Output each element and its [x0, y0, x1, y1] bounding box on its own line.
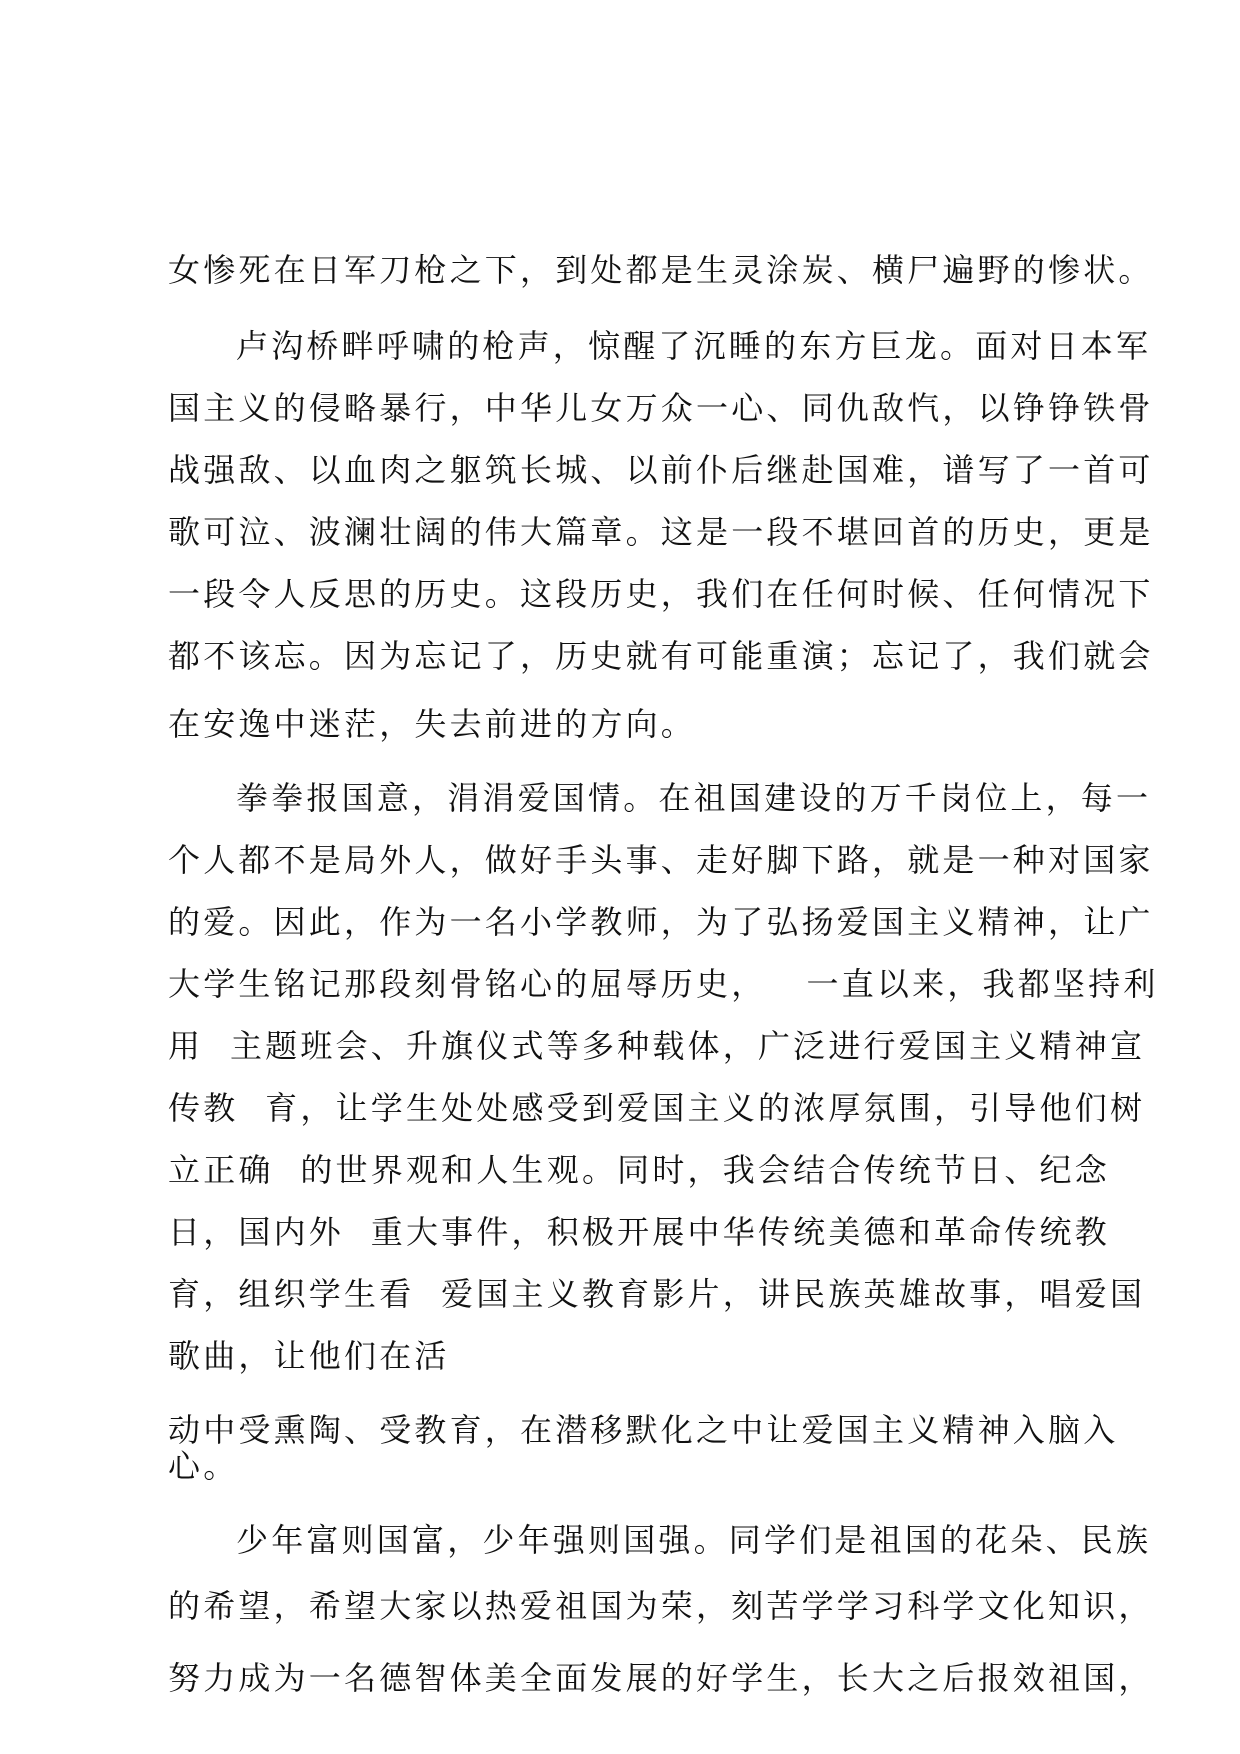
text-line: 在安逸中迷茫，失去前进的方向。	[168, 705, 697, 743]
text-line: 用 主题班会、升旗仪式等多种载体，广泛进行爱国主义精神宣	[168, 1027, 1146, 1065]
text-line: 日，国内外 重大事件，积极开展中华传统美德和革命传统教	[168, 1213, 1110, 1251]
text-line: 歌曲，让他们在活	[168, 1337, 450, 1375]
text-line: 都不该忘。因为忘记了，历史就有可能重演；忘记了，我们就会	[168, 637, 1154, 675]
text-line: 少年富则国富，少年强则国强。同学们是祖国的花朵、民族	[236, 1521, 1152, 1559]
text-line: 努力成为一名德智体美全面发展的好学生，长大之后报效祖国，	[168, 1659, 1154, 1697]
text-line: 心。	[168, 1447, 239, 1485]
text-line: 战强敌、以血肉之躯筑长城、以前仆后继赴国难，谱写了一首可	[168, 451, 1154, 489]
text-line: 拳拳报国意，涓涓爱国情。在祖国建设的万千岗位上，每一	[236, 779, 1152, 817]
text-line: 一段令人反思的历史。这段历史，我们在任何时候、任何情况下	[168, 575, 1154, 613]
text-line: 国主义的侵略暴行，中华儿女万众一心、同仇敌忾，以铮铮铁骨	[168, 389, 1154, 427]
text-line: 育，组织学生看 爱国主义教育影片，讲民族英雄故事，唱爱国	[168, 1275, 1146, 1313]
text-line: 女惨死在日军刀枪之下，到处都是生灵涂炭、横尸遍野的惨状。	[168, 251, 1154, 289]
text-line: 个人都不是局外人，做好手头事、走好脚下路，就是一种对国家	[168, 841, 1154, 879]
text-line: 立正确 的世界观和人生观。同时，我会结合传统节日、纪念	[168, 1151, 1110, 1189]
text-line: 卢沟桥畔呼啸的枪声，惊醒了沉睡的东方巨龙。面对日本军	[236, 327, 1152, 365]
text-line: 歌可泣、波澜壮阔的伟大篇章。这是一段不堪回首的历史，更是	[168, 513, 1154, 551]
text-line: 的爱。因此，作为一名小学教师，为了弘扬爱国主义精神，让广	[168, 903, 1154, 941]
text-line: 大学生铭记那段刻骨铭心的屈辱历史， 一直以来，我都坚持利	[168, 965, 1159, 1003]
text-line: 的希望，希望大家以热爱祖国为荣，刻苦学学习科学文化知识，	[168, 1587, 1154, 1625]
text-line: 动中受熏陶、受教育，在潜移默化之中让爱国主义精神入脑入	[168, 1411, 1119, 1449]
text-line: 传教 育，让学生处处感受到爱国主义的浓厚氛围，引导他们树	[168, 1089, 1146, 1127]
